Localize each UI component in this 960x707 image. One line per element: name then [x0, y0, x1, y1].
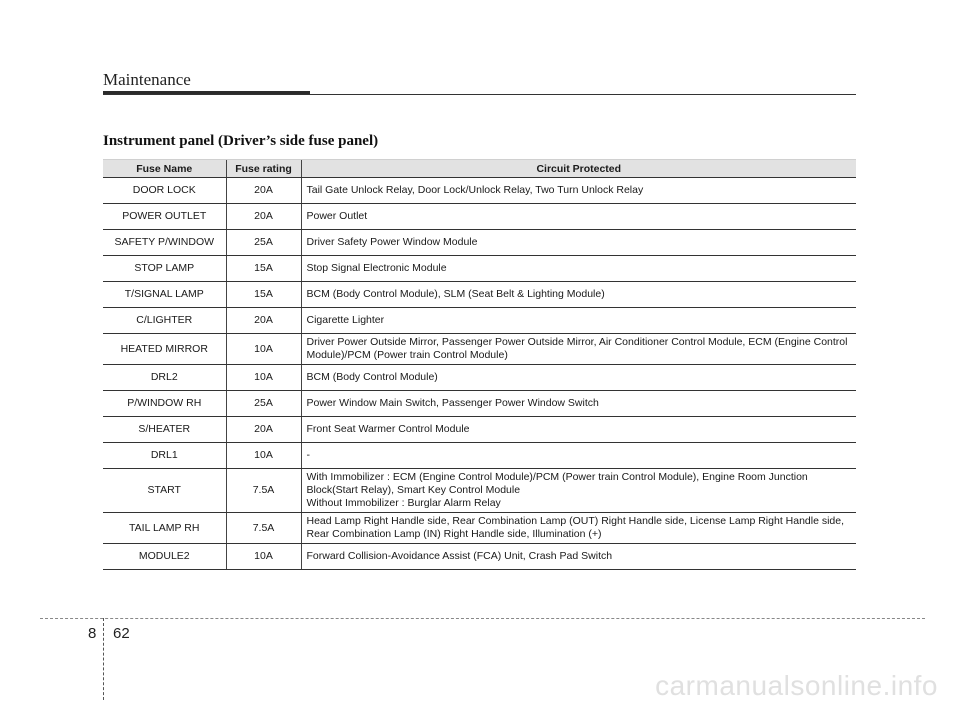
circuit-protected-cell: Forward Collision-Avoidance Assist (FCA) Unit, Crash Pad Switch — [301, 544, 856, 570]
fuse-rating-cell: 10A — [226, 443, 301, 469]
column-header-fuse-rating: Fuse rating — [226, 160, 301, 178]
fuse-name-cell: STOP LAMP — [103, 256, 226, 282]
circuit-protected-cell: BCM (Body Control Module) — [301, 365, 856, 391]
circuit-protected-cell: - — [301, 443, 856, 469]
watermark-logo: carmanualsonline.info — [655, 670, 938, 701]
circuit-protected-cell: BCM (Body Control Module), SLM (Seat Belt & Lighting Module) — [301, 282, 856, 308]
table-row — [103, 204, 856, 230]
header-rule — [103, 94, 856, 95]
circuit-protected-cell: Head Lamp Right Handle side, Rear Combination Lamp (OUT) Right Handle side, License Lamp Right Handle side, Rear Combination Lamp (IN) Right Handle side, Illumination (+) — [301, 513, 856, 544]
fuse-rating-cell: 10A — [226, 334, 301, 365]
fuse-name-cell: P/WINDOW RH — [103, 391, 226, 417]
fuse-name-cell: HEATED MIRROR — [103, 334, 226, 365]
fuse-rating-cell: 7.5A — [226, 513, 301, 544]
table-row — [103, 443, 856, 469]
circuit-protected-cell: Power Window Main Switch, Passenger Power Window Switch — [301, 391, 856, 417]
circuit-protected-cell: Tail Gate Unlock Relay, Door Lock/Unlock Relay, Two Turn Unlock Relay — [301, 178, 856, 204]
column-header-circuit-protected: Circuit Protected — [301, 160, 856, 178]
table-row — [103, 230, 856, 256]
table-row — [103, 365, 856, 391]
fuse-table — [103, 159, 856, 570]
fuse-name-cell: DOOR LOCK — [103, 178, 226, 204]
fuse-name-cell: DRL2 — [103, 365, 226, 391]
fuse-name-cell: T/SIGNAL LAMP — [103, 282, 226, 308]
table-header-row — [103, 160, 856, 178]
fuse-name-cell: TAIL LAMP RH — [103, 513, 226, 544]
circuit-protected-cell: Cigarette Lighter — [301, 308, 856, 334]
fuse-name-cell: POWER OUTLET — [103, 204, 226, 230]
fuse-name-cell: C/LIGHTER — [103, 308, 226, 334]
fuse-rating-cell: 20A — [226, 417, 301, 443]
section-title: Instrument panel (Driver’s side fuse panel) — [103, 133, 379, 149]
chapter-number: 8 — [88, 625, 97, 642]
fuse-rating-cell: 20A — [226, 204, 301, 230]
table-row — [103, 334, 856, 365]
footer-dashed-divider — [103, 618, 104, 700]
table-row — [103, 282, 856, 308]
fuse-rating-cell: 10A — [226, 544, 301, 570]
page-header-title: Maintenance — [103, 70, 191, 89]
page-number: 62 — [113, 625, 130, 642]
table-row — [103, 178, 856, 204]
table-row — [103, 391, 856, 417]
fuse-name-cell: S/HEATER — [103, 417, 226, 443]
circuit-protected-cell: Driver Safety Power Window Module — [301, 230, 856, 256]
fuse-name-cell: DRL1 — [103, 443, 226, 469]
fuse-name-cell: START — [103, 469, 226, 513]
circuit-protected-cell: With Immobilizer : ECM (Engine Control Module)/PCM (Power train Control Module), Engine Room Junction Block(Start Relay), Smart Key Control Module Without Immobilizer : Burglar Alarm Relay — [301, 469, 856, 513]
circuit-protected-cell: Front Seat Warmer Control Module — [301, 417, 856, 443]
table-row — [103, 308, 856, 334]
circuit-protected-cell: Power Outlet — [301, 204, 856, 230]
footer-dashed-rule — [40, 618, 925, 619]
circuit-protected-cell: Stop Signal Electronic Module — [301, 256, 856, 282]
table-row — [103, 256, 856, 282]
table-row — [103, 513, 856, 544]
fuse-rating-cell: 20A — [226, 178, 301, 204]
column-header-fuse-name: Fuse Name — [103, 160, 226, 178]
fuse-name-cell: SAFETY P/WINDOW — [103, 230, 226, 256]
fuse-table-body — [103, 178, 856, 570]
table-row — [103, 417, 856, 443]
fuse-name-cell: MODULE2 — [103, 544, 226, 570]
fuse-rating-cell: 20A — [226, 308, 301, 334]
table-row — [103, 544, 856, 570]
fuse-rating-cell: 15A — [226, 282, 301, 308]
fuse-rating-cell: 7.5A — [226, 469, 301, 513]
fuse-rating-cell: 25A — [226, 230, 301, 256]
fuse-rating-cell: 10A — [226, 365, 301, 391]
table-row — [103, 469, 856, 513]
circuit-protected-cell: Driver Power Outside Mirror, Passenger Power Outside Mirror, Air Conditioner Control Module, ECM (Engine Control Module)/PCM (Power train Control Module) — [301, 334, 856, 365]
fuse-rating-cell: 25A — [226, 391, 301, 417]
fuse-rating-cell: 15A — [226, 256, 301, 282]
